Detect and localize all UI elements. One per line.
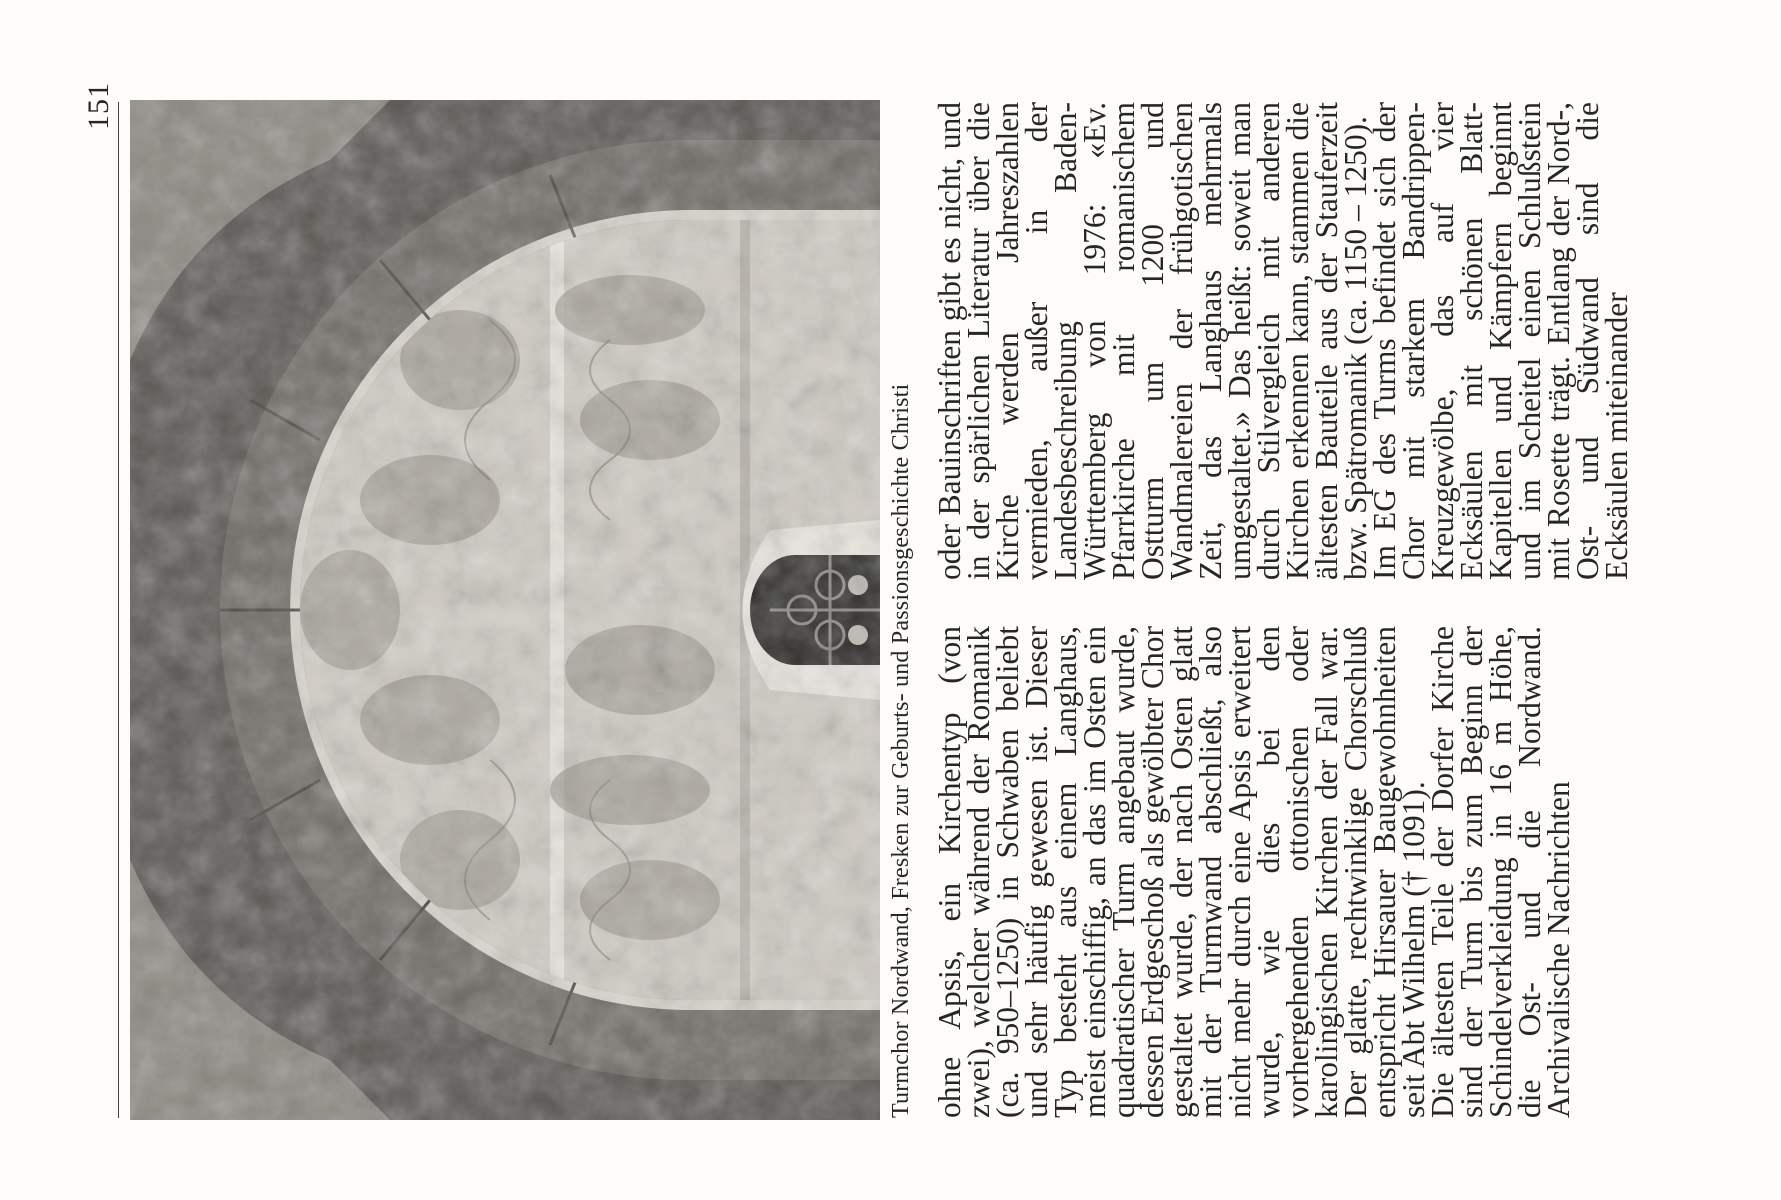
paragraph: Im EG des Turms befindet sich der Chor mit starkem Bandrippen-Kreuzgewölbe, das auf vier Ecksäulen mit schönen Blatt-Kapitellen und Kämpfern beginnt und im Scheitel einen Schlußstein mit Rosette trägt. Entlang der Nord-, Ost- und Südwand sind die Ecksäulen miteinander xyxy=(1367,102,1634,580)
header-rule xyxy=(118,102,119,1118)
fresco-photograph xyxy=(130,100,880,1120)
paragraph: ohne Apsis, ein Kirchentyp (von zwei), welcher während der Romanik (ca. 950–1250) in Schwaben beliebt und sehr häufig gewesen ist. Dieser Typ besteht aus einem Langhaus, meist einschiffig, an das im Osten ein quadratischer Turm angebaut wurde, dessen Erdgeschoß als gewölbter Chor gestaltet wurde, der nach Osten glatt mit der Turmwand abschließt, also nicht mehr durch eine Apsis erweitert wurde, wie dies bei den vorhergehenden ottonischen oder karolingischen Kirchen der Fall war. Der glatte, rechtwinklige Chorschluß entspricht Hirsauer Baugewohnheiten seit Abt Wilhelm († 1091). xyxy=(932,626,1431,1118)
figure-caption: Turmchor Nordwand, Fresken zur Geburts- und Passionsgeschichte Christi xyxy=(888,383,914,1118)
paragraph: Die ältesten Teile der Dorfer Kirche sind der Turm bis zum Beginn der Schindelverkleidung in 16 m Höhe, die Ost- und die Nordwand. Archivalische Nachrichten xyxy=(1425,626,1576,1118)
text-column-right xyxy=(932,102,1634,580)
paragraph: oder Bauinschriften gibt es nicht, und in der spärlichen Literatur über die Kirche werden Jahreszahlen vermieden, außer in der Landesbeschreibung Baden-Württemberg von 1976: «Ev. Pfarrkirche mit romanischem Ostturm um 1200 und Wandmalereien der frühgotischen Zeit, das Langhaus mehrmals umgestaltet.» Das heißt: soweit man durch Stilvergleich mit anderen Kirchen erkennen kann, stammen die ältesten Bauteile aus der Stauferzeit bzw. Spätromanik (ca. 1150 – 1250). xyxy=(932,102,1373,580)
text-column-left xyxy=(932,626,1576,1118)
page-number: 151 xyxy=(82,82,115,130)
